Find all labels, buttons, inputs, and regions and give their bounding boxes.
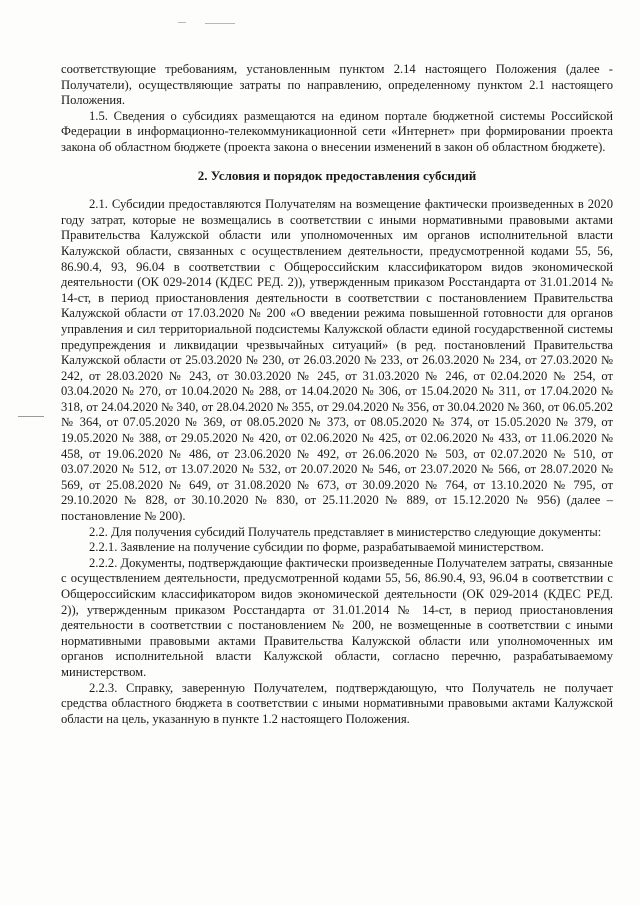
scan-artifact: [205, 23, 235, 24]
paragraph-2-2-3: 2.2.3. Справку, заверенную Получателем, подтверждающую, что Получатель не получает средства областного бюджета в соответствии с иными нормативными правовыми актами Калужской области на цель, указанную в пункте 1.2 настоящего Положения.: [61, 680, 613, 726]
scan-artifact: [178, 22, 186, 23]
document-body: [61, 62, 613, 727]
paragraph-2-2: 2.2. Для получения субсидий Получатель представляет в министерство следующие документы:: [89, 524, 602, 539]
paragraph-1-5: 1.5. Сведения о субсидиях размещаются на едином портале бюджетной системы Российской Федерации в информационно-телекоммуникационной сети «Интернет» при формировании проекта закона об областном бюджете (проекта закона о внесении изменений в закон об областном бюджете).: [61, 108, 613, 154]
paragraph-2-1: 2.1. Субсидии предоставляются Получателям на возмещение фактически произведенных в 2020 году затрат, которые не возмещались в соответствии с иными нормативными правовыми актами Правительства Калужской области или уполномоченных им органов исполнительной власти Калужской области, связанных с осуществлением деятельности, предусмотренной кодами 55, 56, 86.90.4, 93, 96.04 в соответствии с Общероссийским классификатором видов экономической деятельности (ОК 029-2014 (КДЕС РЕД. 2)), утвержденным приказом Росстандарта от 31.01.2014 № 14-ст, в период приостановления деятельности в соответствии с постановлением Правительства Калужской области от 17.03.2020 № 200 «О введении режима повышенной готовности для органов управления и сил территориальной подсистемы Калужской области единой государственной системы предупреждения и ликвидации чрезвычайных ситуаций» (в ред. постановлений Правительства Калужской области от 25.03.2020 № 230, от 26.03.2020 № 233, от 26.03.2020 № 234, от 27.03.2020 № 242, от 28.03.2020 № 243, от 30.03.2020 № 245, от 31.03.2020 № 246, от 02.04.2020 № 254, от 03.04.2020 № 270, от 10.04.2020 № 288, от 14.04.2020 № 306, от 15.04.2020 № 311, от 17.04.2020 № 318, от 24.04.2020 № 340, от 28.04.2020 № 355, от 29.04.2020 № 356, от 30.04.2020 № 360, от 06.05.202 № 364, от 07.05.2020 № 369, от 08.05.2020 № 373, от 08.05.2020 № 374, от 15.05.2020 № 379, от 19.05.2020 № 388, от 29.05.2020 № 420, от 02.06.2020 № 425, от 02.06.2020 № 433, от 11.06.2020 № 458, от 19.06.2020 № 486, от 23.06.2020 № 492, от 26.06.2020 № 503, от 02.07.2020 № 510, от 03.07.2020 № 512, от 13.07.2020 № 532, от 20.07.2020 № 546, от 23.07.2020 № 566, от 28.07.2020 № 569, от 25.08.2020 № 649, от 31.08.2020 № 673, от 30.09.2020 № 764, от 13.10.2020 № 795, от 29.10.2020 № 828, от 30.10.2020 № 830, от 25.11.2020 № 889, от 15.12.2020 № 956) (далее – постановление № 200).: [61, 197, 613, 524]
paragraph-2-2-2: 2.2.2. Документы, подтверждающие фактически произведенные Получателем затраты, связанные с осуществлением деятельности, предусмотренной кодами 55, 56, 86.90.4, 93, 96.04 в соответствии с Общероссийским классификатором видов экономической деятельности (ОК 029-2014 (КДЕС РЕД. 2)), утвержденным приказом Росстандарта от 31.01.2014 № 14-ст, в период приостановления деятельности в соответствии с постановлением № 200, не возмещенные в соответствии с иными нормативными правовыми актами Правительства Калужской области или уполномоченных им органов исполнительной власти Калужской области, согласно перечню, разрабатываемому министерством.: [61, 555, 613, 679]
scan-artifact: [18, 416, 44, 417]
paragraph-2-2-1: 2.2.1. Заявление на получение субсидии по форме, разрабатываемой министерством.: [89, 540, 544, 555]
paragraph-continuation: соответствующие требованиям, установленным пунктом 2.14 настоящего Положения (далее - Получатели), осуществляющие затраты по направлению, определенному пунктом 2.1 настоящего Положения.: [61, 62, 613, 108]
section-heading-2: 2. Условия и порядок предоставления субсидий: [197, 167, 477, 183]
